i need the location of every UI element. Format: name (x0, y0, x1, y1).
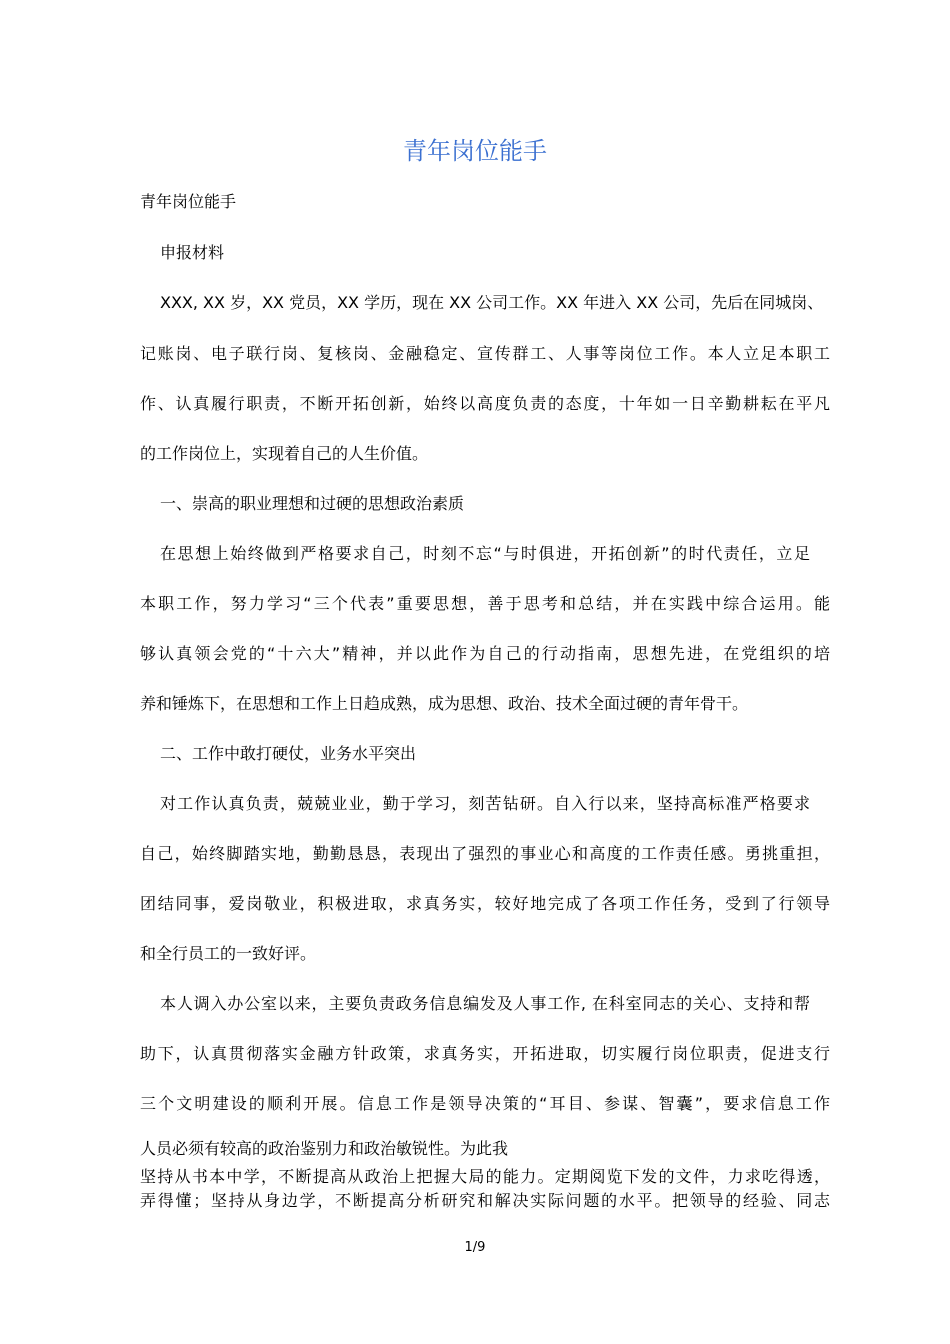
paragraph-line: 助下，认真贯彻落实金融方针政策，求真务实，开拓进取，切实履行岗位职责，促进支行 (140, 1044, 830, 1063)
document-subtitle: 青年岗位能手 (140, 192, 237, 211)
page-number: 1/9 (464, 1240, 486, 1255)
paragraph-line: 养和锤炼下，在思想和工作上日趋成熟，成为思想、政治、技术全面过硬的青年骨干。 (140, 694, 749, 713)
paragraph-line: 自己，始终脚踏实地，勤勤恳恳，表现出了强烈的事业心和高度的工作责任感。勇挑重担， (140, 844, 830, 863)
paragraph-line: 记账岗、电子联行岗、复核岗、金融稳定、宣传群工、人事等岗位工作。本人立足本职工 (140, 344, 830, 363)
paragraph-line: 作、认真履行职责，不断开拓创新，始终以高度负责的态度，十年如一日辛勤耕耘在平凡 (140, 394, 830, 413)
paragraph-line: 对工作认真负责，兢兢业业，勤于学习，刻苦钻研。自入行以来，坚持高标准严格要求 (160, 794, 810, 813)
paragraph-line: 本职工作，努力学习“三个代表”重要思想，善于思考和总结，并在实践中综合运用。能 (140, 594, 830, 613)
paragraph-line: 本人调入办公室以来，主要负责政务信息编发及人事工作, 在科室同志的关心、支持和帮 (160, 994, 810, 1013)
section-heading: 二、工作中敢打硬仗，业务水平突出 (160, 744, 417, 763)
page-title: 青年岗位能手 (403, 137, 547, 165)
paragraph-line: 坚持从书本中学，不断提高从政治上把握大局的能力。定期阅览下发的文件，力求吃得透， (140, 1167, 830, 1186)
paragraph-line: 团结同事，爱岗敬业，积极进取，求真务实，较好地完成了各项工作任务，受到了行领导 (140, 894, 830, 913)
paragraph-line: 够认真领会党的“十六大”精神，并以此作为自己的行动指南，思想先进，在党组织的培 (140, 644, 830, 663)
paragraph-line: 和全行员工的一致好评。 (140, 944, 317, 963)
paragraph-line: XXX, XX 岁，XX 党员，XX 学历，现在 XX 公司工作。XX 年进入 XX 公司，先后在同城岗、 (160, 293, 824, 312)
paragraph-line: 三个文明建设的顺利开展。信息工作是领导决策的“耳目、参谋、智囊”，要求信息工作 (140, 1094, 830, 1113)
section-heading: 一、崇高的职业理想和过硬的思想政治素质 (160, 494, 465, 513)
paragraph-line: 在思想上始终做到严格要求自己，时刻不忘“与时俱进，开拓创新”的时代责任，立足 (160, 544, 810, 563)
section-label: 申报材料 (160, 243, 225, 262)
paragraph-line: 的工作岗位上，实现着自己的人生价值。 (140, 444, 429, 463)
paragraph-line: 弄得懂；坚持从身边学，不断提高分析研究和解决实际问题的水平。把领导的经验、同志 (140, 1191, 830, 1210)
paragraph-line: 人员必须有较高的政治鉴别力和政治敏锐性。为此我 (140, 1139, 509, 1158)
